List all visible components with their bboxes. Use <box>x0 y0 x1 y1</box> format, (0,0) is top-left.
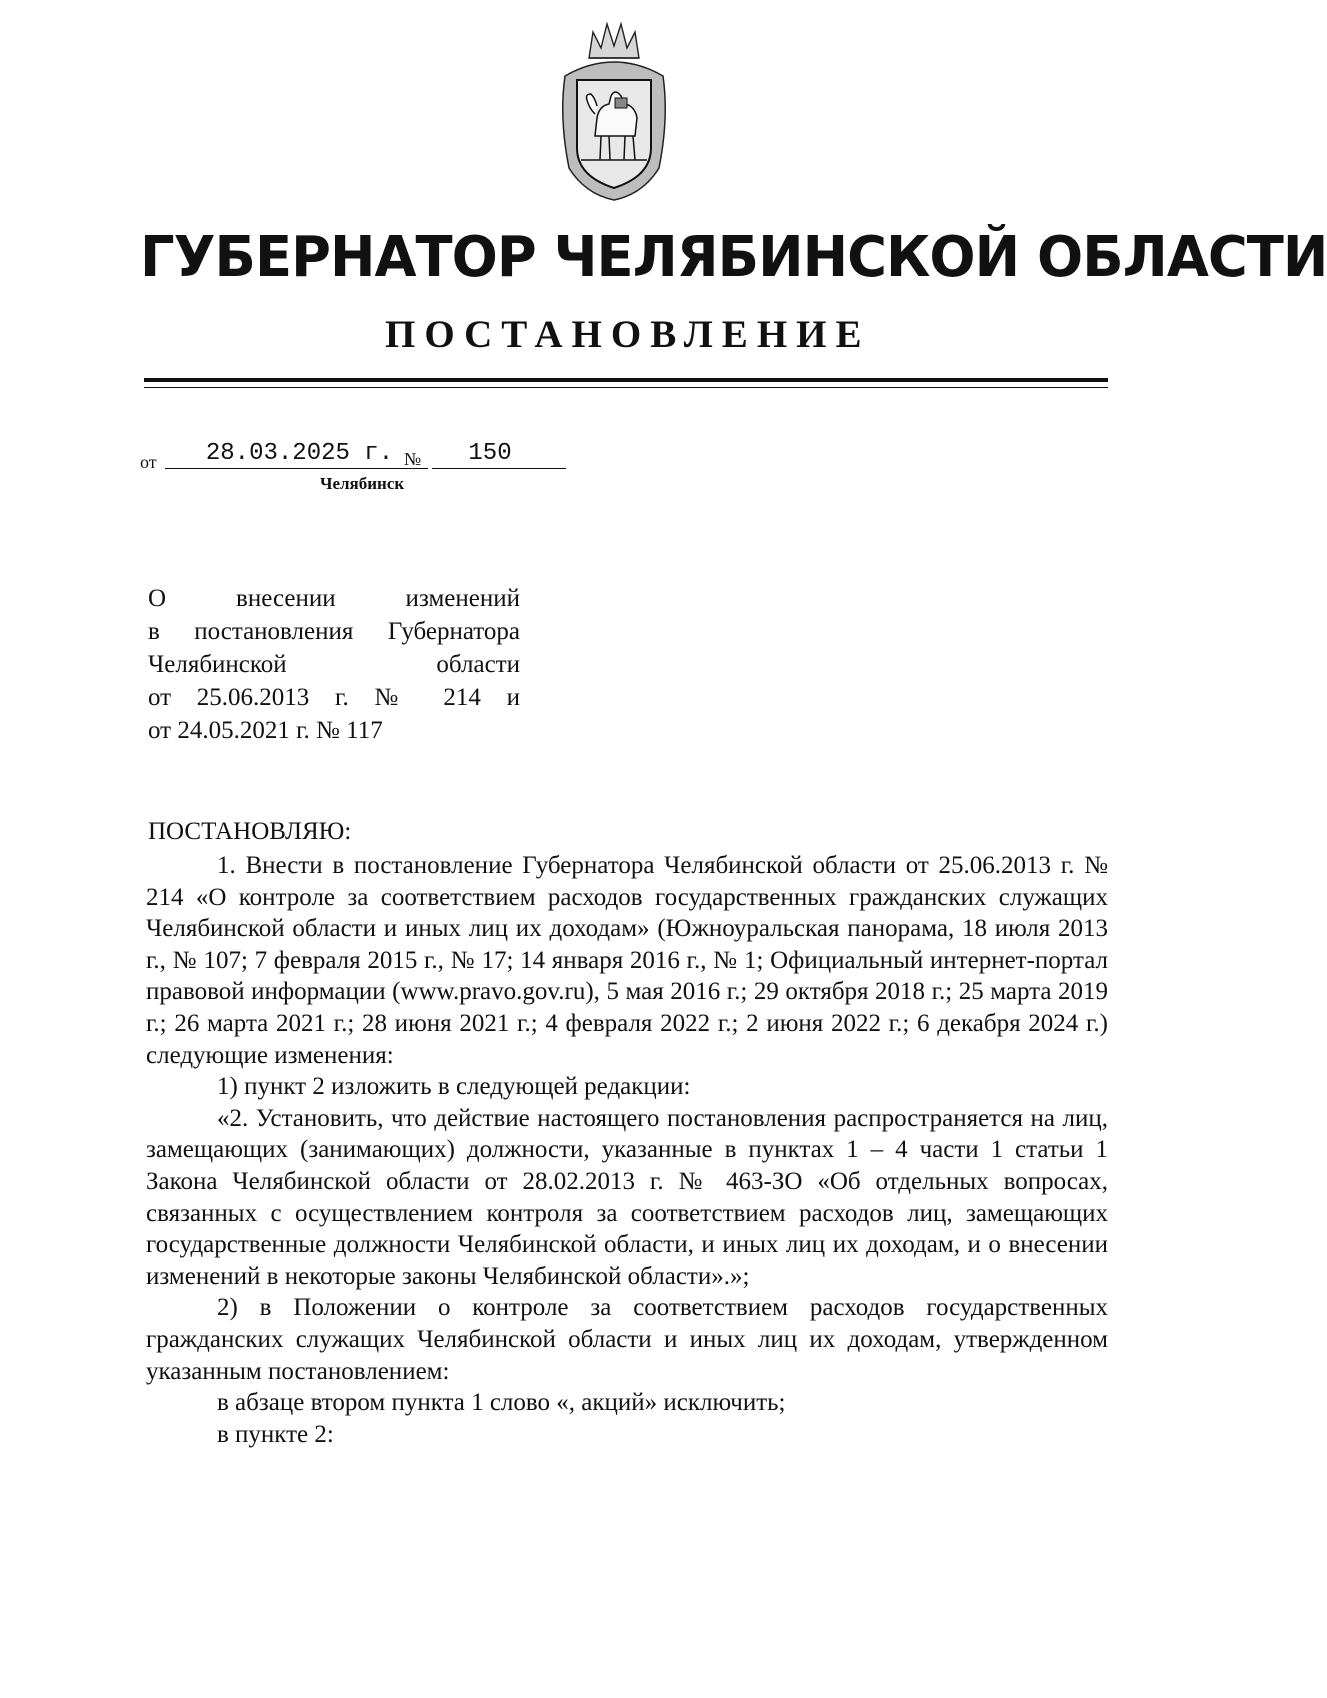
date-prefix-label: от <box>140 452 157 472</box>
body-paragraph: «2. Установить, что действие настоящего постановления распространяется на лиц, замещающих (занимающих) должности, указанные в пунктах 1 – 4 части 1 статьи 1 Закона Челябинской области от 28.02.2013 г. № 463-ЗО «Об отдельных вопросах, связанных с осуществлением контроля за соответствием расходов лиц, замещающих государственные должности Челябинской области, и иных лиц их доходам, и о внесении изменений в некоторые законы Челябинской области».»; <box>146 1104 1108 1290</box>
decree-heading: ПОСТАНОВЛЯЮ: <box>148 818 352 845</box>
subject-line: Челябинской области <box>148 651 520 678</box>
number-underline <box>432 468 566 469</box>
issuer-title: ГУБЕРНАТОР ЧЕЛЯБИНСКОЙ ОБЛАСТИ <box>140 225 1327 290</box>
subject-line: от 25.06.2013 г. № 214 и <box>148 684 520 711</box>
body-paragraph: 2) в Положении о контроле за соответствием расходов государственных гражданских служащих Челябинской области и иных лиц их доходам, утвержденном указанным постановлением: <box>146 1294 1108 1385</box>
issue-city: Челябинск <box>320 474 405 493</box>
subject-line: в постановления Губернатора <box>148 618 520 645</box>
date-underline <box>165 468 428 469</box>
header-rule-thin <box>144 387 1108 388</box>
number-sign-label: № <box>404 449 422 469</box>
body-paragraph: в пункте 2: <box>217 1420 334 1448</box>
header-rule-thick <box>144 378 1108 382</box>
document-body <box>146 850 1108 1450</box>
body-paragraph: в абзаце втором пункта 1 слово «, акций» исключить; <box>217 1389 786 1417</box>
body-paragraph: 1) пункт 2 изложить в следующей редакции: <box>217 1073 691 1101</box>
document-type: ПОСТАНОВЛЕНИЕ <box>385 313 871 356</box>
document-subject <box>148 582 520 747</box>
subject-line: от 24.05.2021 г. № 117 <box>148 717 383 744</box>
document-number: 150 <box>468 440 512 467</box>
coat-of-arms-icon <box>555 18 673 203</box>
subject-line: О внесении изменений <box>148 585 520 612</box>
body-paragraph: 1. Внести в постановление Губернатора Челябинской области от 25.06.2013 г. № 214 «О контроле за соответствием расходов государственных гражданских служащих Челябинской области и иных лиц их доходам» (Южноуральская панорама, 18 июля 2013 г., № 107; 7 февраля 2015 г., № 17; 14 января 2016 г., № 1; Официальный интернет-портал правовой информации (www.pravo.gov.ru), 5 мая 2016 г.; 29 октября 2018 г.; 25 марта 2019 г.; 26 марта 2021 г.; 28 июня 2021 г.; 4 февраля 2022 г.; 2 июня 2022 г.; 6 декабря 2024 г.) следующие изменения: <box>146 852 1108 1069</box>
document-date: 28.03.2025 г. <box>205 440 394 467</box>
